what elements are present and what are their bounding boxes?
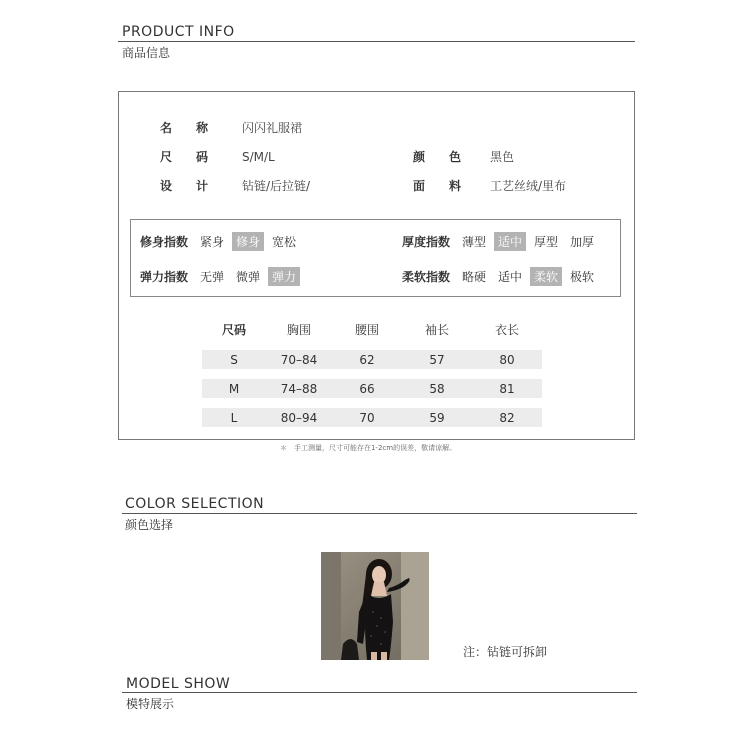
spec-design-value: 钻链/后拉链/ [242, 179, 311, 193]
index-option: 紧身 [200, 235, 225, 249]
spec-color [413, 148, 514, 165]
index-option: 加厚 [570, 235, 595, 249]
size-cell: 59 [429, 410, 445, 425]
spec-fabric-value: 工艺丝绒/里布 [490, 179, 567, 193]
index-option: 微弹 [236, 270, 261, 284]
product-info-title: PRODUCT INFO [122, 24, 235, 40]
index-option: 适中 [498, 270, 523, 284]
index-option: 宽松 [272, 235, 297, 249]
spec-size-value: S/M/L [242, 150, 275, 164]
spec-name-label: 名称 [160, 121, 233, 135]
spec-fabric [413, 177, 566, 194]
size-cell: 80–94 [280, 410, 318, 425]
spec-color-label: 颜色 [413, 150, 486, 164]
spec-design-label: 设计 [160, 179, 233, 193]
spec-color-value: 黑色 [490, 150, 515, 164]
size-cell: 82 [499, 410, 515, 425]
size-cell: 57 [429, 352, 445, 367]
size-cell: L [230, 410, 238, 425]
spec-size-label: 尺码 [160, 150, 233, 164]
table-row [202, 379, 542, 398]
table-row [202, 350, 542, 369]
product-info-rule [118, 41, 635, 42]
spec-fabric-label: 面料 [413, 179, 486, 193]
index-option-selected: 修身 [232, 232, 264, 251]
product-photo [321, 552, 429, 660]
table-row [202, 408, 542, 427]
index-label: 弹力指数 [140, 270, 189, 284]
size-cell: 70–84 [280, 352, 318, 367]
index-option: 薄型 [462, 235, 487, 249]
spec-name [160, 119, 302, 136]
color-selection-subtitle: 颜色选择 [125, 518, 174, 532]
size-header-cell: 衣长 [494, 322, 519, 337]
index-option: 极软 [570, 270, 595, 284]
spec-name-value: 闪闪礼服裙 [242, 121, 303, 135]
size-header-cell: 袖长 [424, 322, 449, 337]
spec-design [160, 177, 310, 194]
size-header-cell: 腰围 [354, 322, 379, 337]
index-row-thickness [402, 232, 602, 251]
product-info-subtitle: 商品信息 [122, 46, 171, 60]
model-photo-image [321, 552, 429, 660]
color-selection-rule [122, 513, 637, 514]
detachable-chain-note: 注：钻链可拆卸 [463, 645, 548, 659]
index-option-selected: 柔软 [530, 267, 562, 286]
index-option-selected: 适中 [494, 232, 526, 251]
index-row-elasticity [140, 267, 304, 286]
measurement-note: ＊ 手工测量，尺寸可能存在1-2cm的误差，敬请谅解。 [280, 444, 457, 452]
size-cell: 74–88 [280, 381, 318, 396]
model-show-title: MODEL SHOW [126, 676, 231, 692]
size-cell: 81 [499, 381, 515, 396]
index-option: 厚型 [534, 235, 559, 249]
size-table-header [202, 318, 542, 340]
color-selection-title: COLOR SELECTION [125, 496, 265, 512]
index-option-selected: 弹力 [268, 267, 300, 286]
size-cell: M [228, 381, 240, 396]
size-cell: 70 [359, 410, 375, 425]
size-header-cell: 胸围 [286, 322, 311, 337]
index-row-softness [402, 267, 602, 286]
model-show-rule [122, 692, 637, 693]
size-cell: 58 [429, 381, 445, 396]
spec-size [160, 148, 275, 165]
size-table [202, 318, 542, 427]
size-cell: 66 [359, 381, 375, 396]
index-label: 柔软指数 [402, 270, 451, 284]
size-cell: 62 [359, 352, 375, 367]
index-label: 厚度指数 [402, 235, 451, 249]
index-option: 无弹 [200, 270, 225, 284]
index-label: 修身指数 [140, 235, 189, 249]
index-option: 略硬 [462, 270, 487, 284]
model-show-subtitle: 模特展示 [126, 697, 175, 711]
size-cell: 80 [499, 352, 515, 367]
size-cell: S [230, 352, 238, 367]
size-header-cell: 尺码 [221, 322, 246, 337]
index-row-fit [140, 232, 304, 251]
